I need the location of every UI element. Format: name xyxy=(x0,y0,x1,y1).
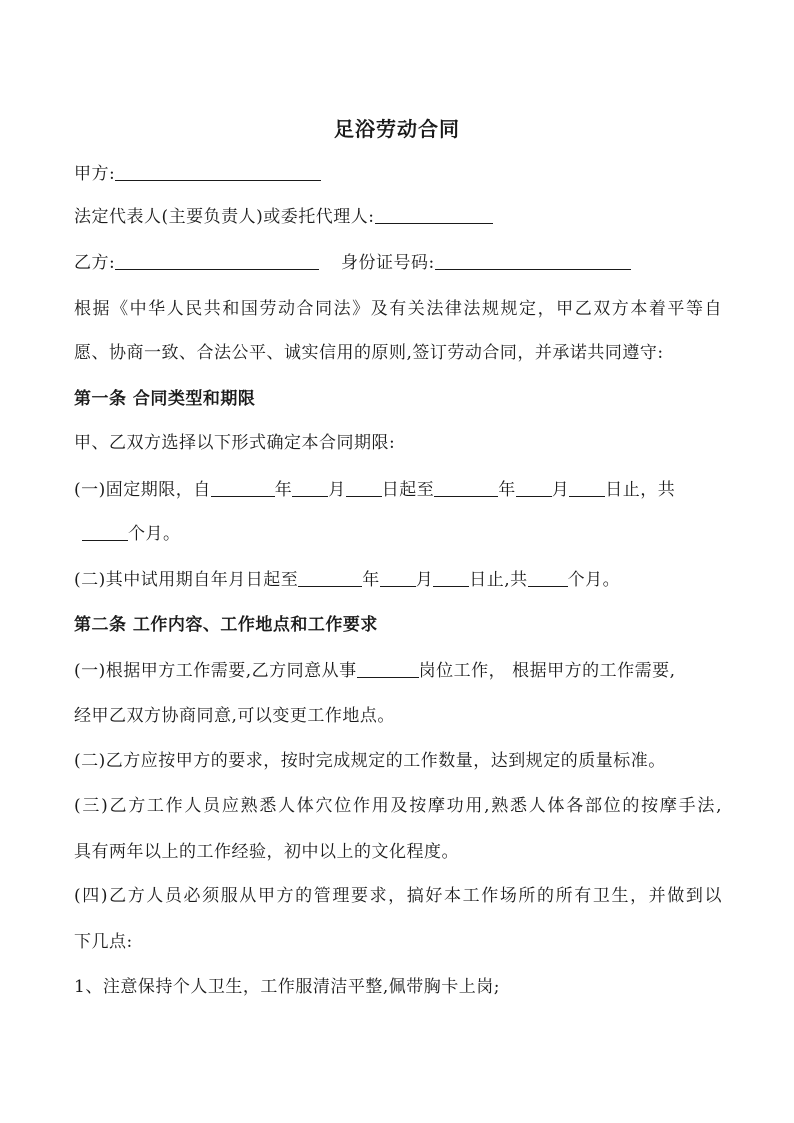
legal-rep-label: 法定代表人(主要负责人)或委托代理人: xyxy=(74,207,375,227)
legal-rep-blank[interactable] xyxy=(375,207,493,224)
fixed-term-start-month-blank[interactable] xyxy=(292,480,328,497)
clause-3-line-2: 具有两年以上的工作经验，初中以上的文化程度。 xyxy=(74,842,459,862)
article2-heading: 第二条 工作内容、工作地点和工作要求 xyxy=(74,615,378,635)
work-content-line-1 xyxy=(74,659,675,683)
fixed-term-day-from: 日起至 xyxy=(381,480,435,500)
fixed-term-end-year-blank[interactable] xyxy=(434,480,498,497)
probation-months: 个月。 xyxy=(567,570,621,590)
fixed-term-month1: 月 xyxy=(328,480,346,500)
document-title: 足浴劳动合同 xyxy=(334,117,460,141)
clause-4-line-2: 下几点: xyxy=(74,932,133,952)
id-number-blank[interactable] xyxy=(435,253,631,270)
party-a-label: 甲方: xyxy=(74,164,116,184)
work-content-suffix: 岗位工作， 根据甲方的工作需要, xyxy=(418,661,676,681)
probation-month: 月 xyxy=(415,570,434,590)
intro-line-1: 根据《中华人民共和国劳动合同法》及有关法律法规规定，甲乙双方本着平等自 xyxy=(74,299,722,319)
work-content-line-2: 经甲乙双方协商同意,可以变更工作地点。 xyxy=(74,706,395,726)
fixed-term-prefix: (一)固定期限，自 xyxy=(74,480,211,500)
fixed-term-line xyxy=(74,478,675,502)
clause-3-line-1: (三)乙方工作人员应熟悉人体穴位作用及按摩功用,熟悉人体各部位的按摩手法, xyxy=(74,796,722,816)
fixed-term-months-blank[interactable] xyxy=(82,524,128,541)
intro-line-2: 愿、协商一致、合法公平、诚实信用的原则,签订劳动合同，并承诺共同遵守: xyxy=(74,343,664,363)
probation-year: 年 xyxy=(362,570,380,590)
party-b-label: 乙方: xyxy=(74,253,116,273)
fixed-term-start-day-blank[interactable] xyxy=(346,480,382,497)
clause-2: (二)乙方应按甲方的要求，按时完成规定的工作数量，达到规定的质量标准。 xyxy=(74,751,666,771)
article1-lead: 甲、乙双方选择以下形式确定本合同期限: xyxy=(74,433,396,453)
party-b-blank[interactable] xyxy=(115,253,319,270)
probation-end-day-blank[interactable] xyxy=(433,570,469,587)
party-b-line xyxy=(74,251,631,275)
probation-day-to: 日止,共 xyxy=(469,570,528,590)
fixed-term-year2: 年 xyxy=(498,480,516,500)
work-content-prefix: (一)根据甲方工作需要,乙方同意从事 xyxy=(74,661,357,681)
job-position-blank[interactable] xyxy=(357,661,419,678)
id-number-label: 身份证号码: xyxy=(341,253,435,273)
probation-prefix: (二)其中试用期自年月日起至 xyxy=(74,570,299,590)
clause-4-line-1: (四)乙方人员必须服从甲方的管理要求，搞好本工作场所的所有卫生，并做到以 xyxy=(74,886,722,906)
fixed-term-day-to: 日止，共 xyxy=(605,480,676,500)
probation-end-year-blank[interactable] xyxy=(298,570,362,587)
probation-end-month-blank[interactable] xyxy=(380,570,416,587)
party-a-blank[interactable] xyxy=(115,164,321,181)
fixed-term-end-day-blank[interactable] xyxy=(569,480,605,497)
fixed-term-months-line xyxy=(82,522,181,546)
fixed-term-year1: 年 xyxy=(274,480,293,500)
legal-rep-line xyxy=(74,205,493,229)
probation-line xyxy=(74,568,620,592)
item-1: 1、注意保持个人卫生，工作服清洁平整,佩带胸卡上岗; xyxy=(74,977,500,997)
fixed-term-start-year-blank[interactable] xyxy=(211,480,275,497)
fixed-term-months: 个月。 xyxy=(128,524,181,544)
fixed-term-end-month-blank[interactable] xyxy=(516,480,552,497)
party-a-line xyxy=(74,162,321,186)
fixed-term-month2: 月 xyxy=(551,480,570,500)
probation-months-blank[interactable] xyxy=(528,570,568,587)
article1-heading: 第一条 合同类型和期限 xyxy=(74,389,256,409)
